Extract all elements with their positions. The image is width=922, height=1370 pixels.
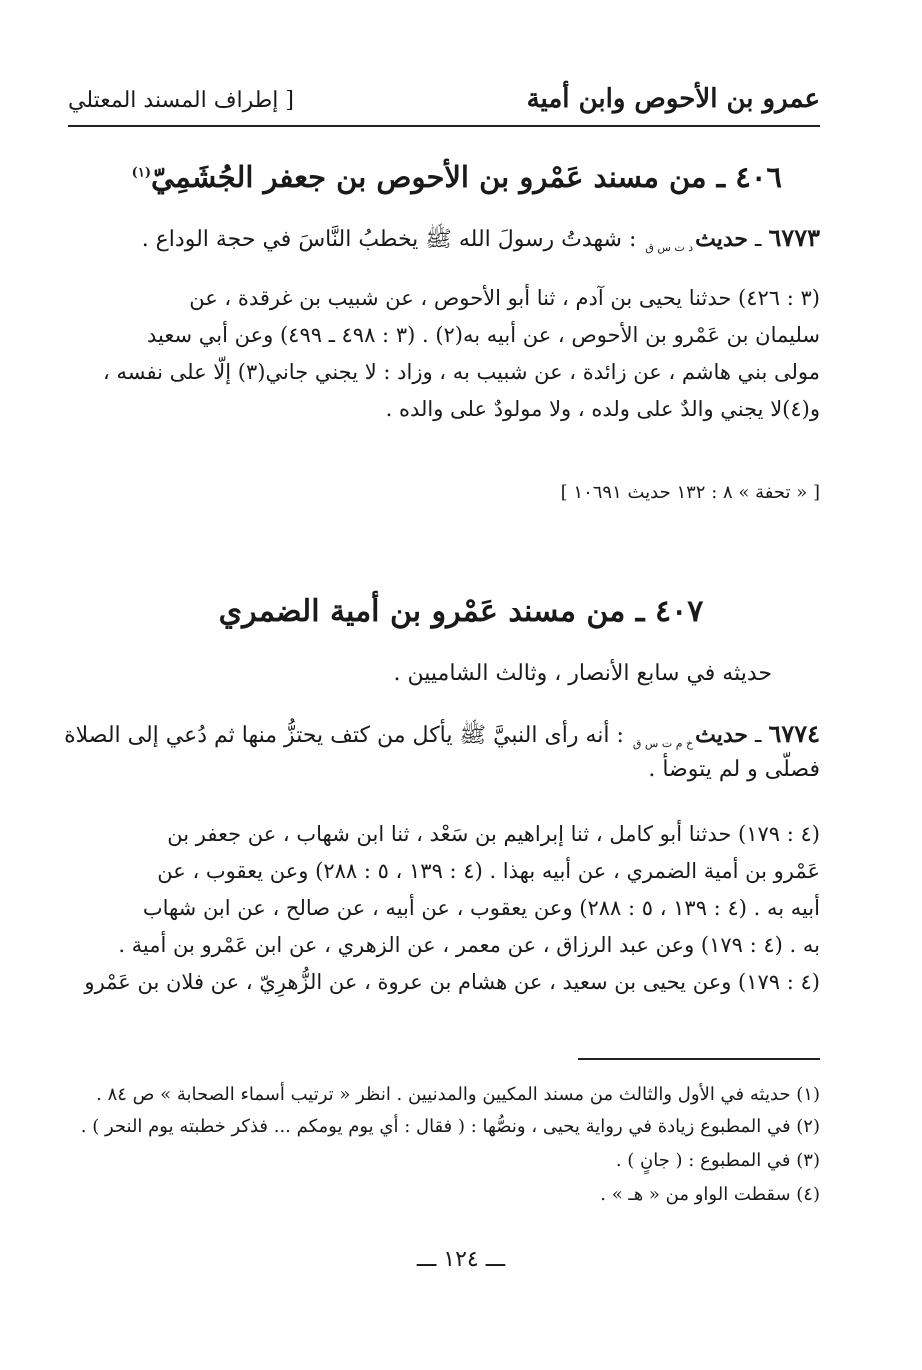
isnad-line: سليمان بن عَمْرو بن الأحوص ، عن أبيه به(٢) . (٣ : ٤٩٨ ـ ٤٩٩) وعن أبي سعيد xyxy=(147,323,820,347)
isnad-line: (٣ : ٤٢٦) حدثنا يحيى بن آدم ، ثنا أبو الأحوص ، عن شبيب بن غرقدة ، عن xyxy=(189,286,820,310)
isnad-407 xyxy=(84,816,820,1001)
header-rule xyxy=(68,125,820,127)
footnote-rule xyxy=(578,1058,820,1060)
header-book-title: [ إطراف المسند المعتلي xyxy=(68,88,294,113)
isnad-line: عَمْرو بن أمية الضمري ، عن أبيه بهذا . (٤ : ١٣٩ ، ٥ : ٢٨٨) وعن يعقوب ، عن xyxy=(157,859,820,883)
isnad-line: (٤ : ١٧٩) وعن يحيى بن سعيد ، عن هشام بن عروة ، عن الزُّهرِيّ ، عن فلان بن عَمْرو xyxy=(84,970,820,994)
hadith-text: : أنه رأى النبيَّ ﷺ يأكل من كتف يحتزُّ منها ثم دُعي إلى الصلاة xyxy=(64,723,624,748)
section-407-heading: ٤٠٧ ـ من مسند عَمْرو بن أمية الضمري xyxy=(218,594,704,629)
isnad-406 xyxy=(90,280,820,428)
footnote-ref-1: (١) xyxy=(131,165,151,181)
header-section-title: عمرو بن الأحوص وابن أمية xyxy=(526,84,820,114)
hadith-6773-line xyxy=(90,220,820,266)
footnote-2: (٢) في المطبوع زيادة في رواية يحيى ، ونصُّها : ( فقال : أي يوم يومكم ... فذكر خطبته يوم النحر ) . xyxy=(80,1116,820,1137)
section-407-intro: حديثه في سابع الأنصار ، وثالث الشاميين . xyxy=(393,661,772,686)
hadith-dash: ـ xyxy=(754,227,762,252)
hadith-6774-line-2: فصلّى و لم يتوضأ . xyxy=(648,757,820,782)
section-406-heading xyxy=(132,160,782,194)
isnad-line: و(٤)لا يجني والدٌ على ولده ، ولا مولودٌ على والده . xyxy=(385,397,820,421)
hadith-number: ٦٧٧٤ xyxy=(768,719,820,748)
page-number: ـــ ١٢٤ ـــ xyxy=(416,1247,506,1272)
hadith-sigla: د ت س ق xyxy=(645,241,694,255)
hadith-sigla: خ م ت س ق xyxy=(632,737,694,751)
footnote-1: (١) حديثه في الأول والثالث من مسند المكيين والمدنيين . انظر « ترتيب أسماء الصحابة » ص ٨٤ . xyxy=(96,1084,820,1105)
isnad-line: (٤ : ١٧٩) حدثنا أبو كامل ، ثنا إبراهيم بن سَعْد ، ثنا ابن شهاب ، عن جعفر بن xyxy=(167,822,820,846)
tuhfa-text: [ « تحفة » ٨ : ١٣٢ حديث ١٠٦٩١ ] xyxy=(560,482,820,503)
section-406-title: ٤٠٦ ـ من مسند عَمْرو بن الأحوص بن جعفر الجُشَمِيّ xyxy=(150,160,782,194)
footnote-4: (٤) سقطت الواو من « هـ » . xyxy=(600,1184,820,1205)
hadith-dash: ـ xyxy=(754,723,762,748)
tuhfa-reference-406 xyxy=(561,482,820,503)
hadith-label: حديث xyxy=(695,722,748,748)
isnad-line: أبيه به . (٤ : ١٣٩ ، ٥ : ٢٨٨) وعن يعقوب ، عن أبيه ، عن صالح ، عن ابن شهاب xyxy=(142,896,820,920)
hadith-text: : شهدتُ رسولَ الله ﷺ يخطبُ النَّاسَ في حجة الوداع . xyxy=(141,227,637,252)
hadith-label: حديث xyxy=(695,226,748,252)
running-header xyxy=(68,78,820,126)
footnote-3: (٣) في المطبوع : ( جانٍ ) . xyxy=(615,1150,820,1171)
hadith-number: ٦٧٧٣ xyxy=(768,223,820,252)
isnad-line: به . (٤ : ١٧٩) وعن عبد الرزاق ، عن معمر ، عن الزهري ، عن ابن عَمْرو بن أمية . xyxy=(118,933,820,957)
isnad-line: مولى بني هاشم ، عن زائدة ، عن شبيب به ، وزاد : لا يجني جاني(٣) إلّا على نفسه ، xyxy=(103,360,820,384)
